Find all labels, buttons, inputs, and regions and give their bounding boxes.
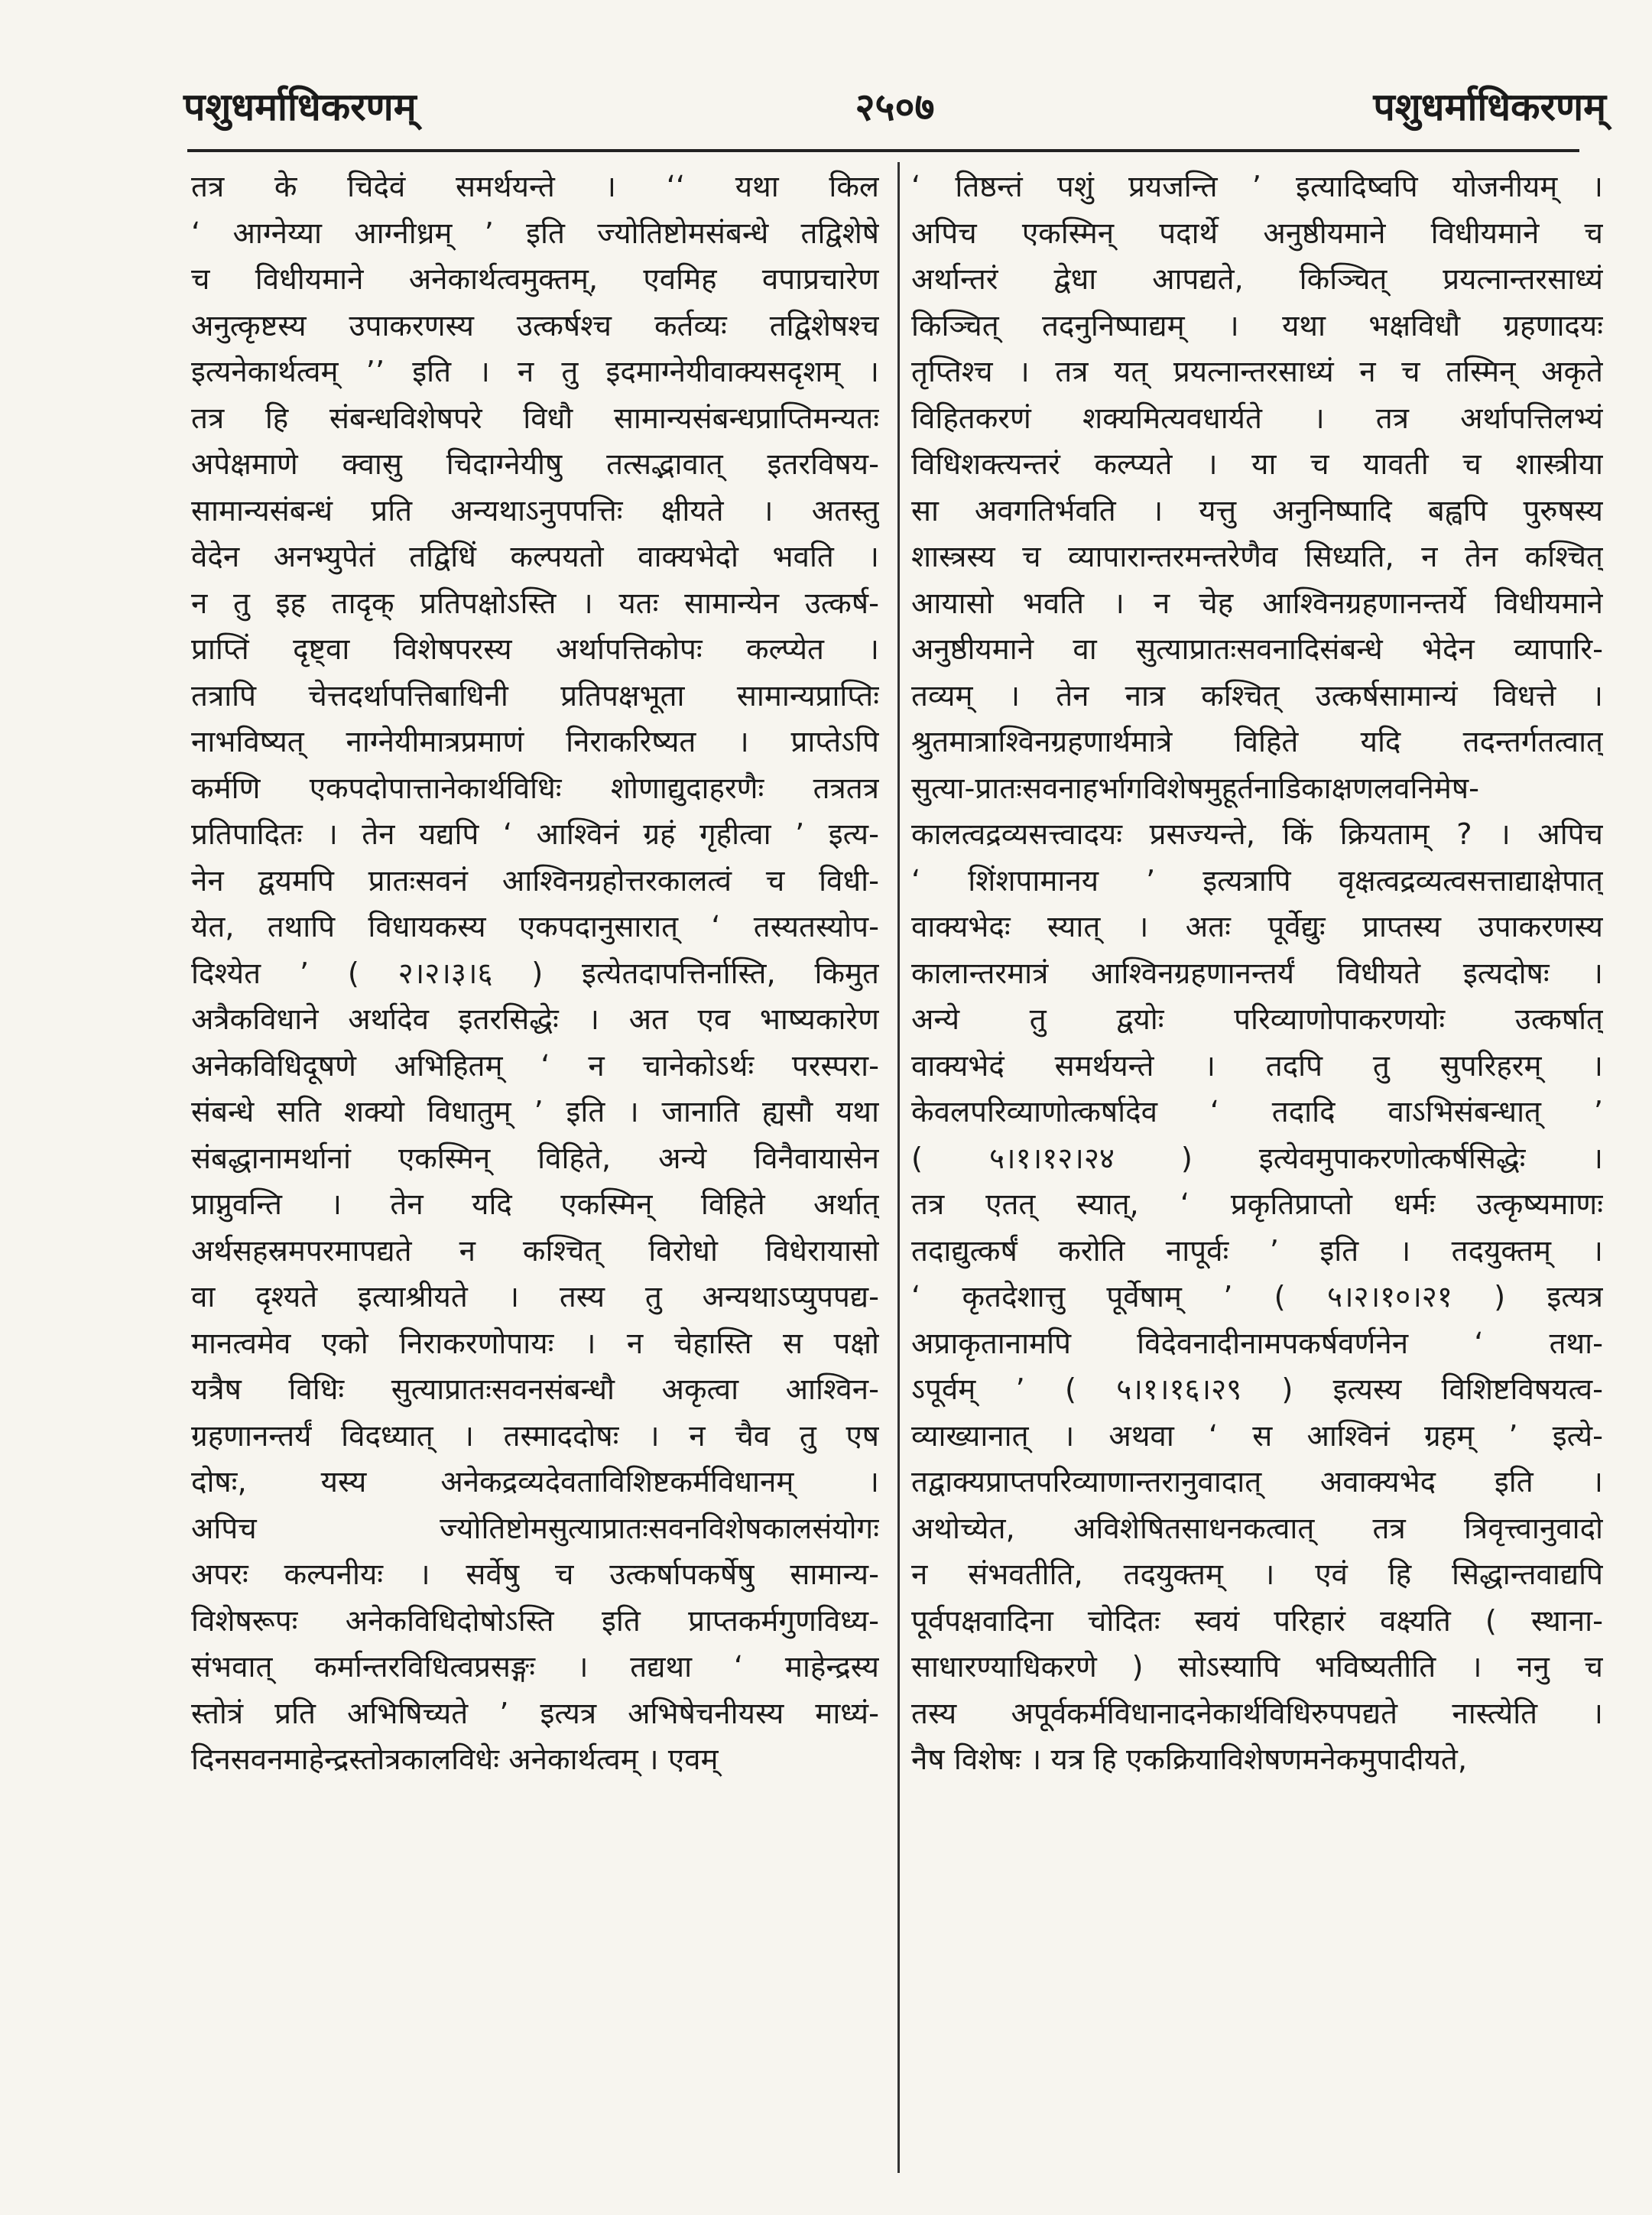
text-line: वा दृश्यते इत्याश्रीयते । तस्य तु अन्यथाऽप्युपपद्य- (191, 1280, 879, 1314)
text-line: इत्यनेकार्थत्वम् ’’ इति । न तु इदमाग्नेयीवाक्यसदृशम् । (191, 355, 879, 389)
text-line: च विधीयमाने अनेकार्थत्वमुक्तम्, एवमिह वपाप्रचारेण (191, 262, 879, 297)
header-rule (187, 149, 1579, 152)
text-line: अनुष्ठीयमाने वा सुत्याप्रातःसवनादिसंबन्धे भेदेन व्यापारि- (911, 632, 1603, 667)
text-line: तदाद्युत्कर्षं करोति नापूर्वः ’ इति । तदयुक्तम् । (911, 1233, 1603, 1268)
text-line: नैष विशेषः । यत्र हि एकक्रियाविशेषणमनेकमुपादीयते, (911, 1742, 1468, 1777)
header-left-title: पशुधर्माधिकरणम् (183, 85, 417, 129)
text-line: अर्थसहस्रमपरमापद्यते न कश्चित् विरोधो विधेरायासो (191, 1233, 879, 1268)
text-line: अपिच एकस्मिन् पदार्थे अनुष्ठीयमाने विधीयमाने च (911, 216, 1603, 251)
text-line: कालत्वद्रव्यसत्त्वादयः प्रसज्यन्ते, किं क्रियताम् ? । अपिच (911, 817, 1603, 852)
header-right-title: पशुधर्माधिकरणम् (1373, 85, 1606, 129)
text-line: अनेकविधिदूषणे अभिहितम् ‘ न चानेकोऽर्थः परस्परा- (191, 1048, 879, 1083)
page-number: २५०७ (855, 85, 935, 129)
text-line: साधारण्याधिकरणे ) सोऽस्यापि भविष्यतीति । ननु च (911, 1650, 1603, 1684)
text-line: तत्र के चिदेवं समर्थयन्ते । ‘‘ यथा किल (191, 170, 879, 204)
text-line: ( ५।१।१२।२४ ) इत्येवमुपाकरणोत्कर्षसिद्धेः । (911, 1141, 1603, 1176)
text-line: अपेक्षमाणे क्वासु चिदाग्नेयीषु तत्सद्भावात् इतरविषय- (191, 447, 879, 482)
text-line: मानत्वमेव एको निराकरणोपायः । न चेहास्ति स पक्षो (191, 1326, 879, 1361)
text-line: ‘ शिंशपामानय ’ इत्यत्रापि वृक्षत्वद्रव्यत्वसत्ताद्याक्षेपात् (911, 863, 1603, 898)
text-line: ‘ तिष्ठन्तं पशुं प्रयजन्ति ’ इत्यादिष्वपि योजनीयम् । (911, 170, 1603, 204)
text-line: येत, तथापि विधायकस्य एकपदानुसारात् ‘ तस्यतस्योप- (191, 910, 879, 944)
text-line: विधिशक्त्यन्तरं कल्प्यते । या च यावती च शास्त्रीया (911, 447, 1603, 482)
text-line: ‘ कृतदेशात्तु पूर्वेषाम् ’ ( ५।२।१०।२१ ) इत्यत्र (911, 1280, 1603, 1314)
column-divider (897, 162, 900, 2173)
text-line: पूर्वपक्षवादिना चोदितः स्वयं परिहारं वक्ष्यति ( स्थाना- (911, 1603, 1603, 1639)
text-line: नेन द्वयमपि प्रातःसवनं आश्विनग्रहोत्तरकालत्वं च विधी- (191, 863, 879, 898)
text-line: श्रुतमात्राश्विनग्रहणार्थमात्रे विहिते यदि तदन्तर्गतत्वात् (911, 725, 1603, 759)
text-line: दोषः, यस्य अनेकद्रव्यदेवताविशिष्टकर्मविधानम् । (191, 1465, 879, 1499)
text-line: कालान्तरमात्रं आश्विनग्रहणानन्तर्यं विधीयते इत्यदोषः । (911, 956, 1603, 991)
text-line: प्राप्तिं दृष्ट्वा विशेषपरस्य अर्थापत्तिकोपः कल्प्येत । (191, 632, 879, 667)
text-line: अन्ये तु द्वयोः परिव्याणोपाकरणयोः उत्कर्षात् (911, 1002, 1603, 1037)
text-line: केवलपरिव्याणोत्कर्षादेव ‘ तदादि वाऽभिसंबन्धात् ’ (911, 1095, 1603, 1129)
text-line: न तु इह तादृक् प्रतिपक्षोऽस्ति । यतः सामान्येन उत्कर्ष- (191, 586, 879, 621)
text-line: शास्त्रस्य च व्यापारान्तरमन्तरेणैव सिध्यति, न तेन कश्चित् (911, 540, 1603, 574)
text-line: तत्रापि चेत्तदर्थापत्तिबाधिनी प्रतिपक्षभूता सामान्यप्राप्तिः (191, 678, 879, 713)
left-column (191, 164, 879, 1784)
text-line: प्राप्नुवन्ति । तेन यदि एकस्मिन् विहिते अर्थात् (191, 1187, 879, 1222)
text-line: सामान्यसंबन्धं प्रति अन्यथाऽनुपपत्तिः क्षीयते । अतस्तु (191, 493, 879, 528)
text-line: वाक्यभेदः स्यात् । अतः पूर्वेद्युः प्राप्तस्य उपाकरणस्य (911, 910, 1603, 944)
running-header (183, 73, 1606, 141)
right-column (911, 164, 1603, 1784)
text-line: ऽपूर्वम् ’ ( ५।१।१६।२९ ) इत्यस्य विशिष्टविषयत्व- (911, 1372, 1603, 1407)
text-line: अप्राकृतानामपि विदेवनादीनामपकर्षवर्णनेन ‘ तथा- (911, 1326, 1603, 1361)
text-line: ग्रहणानन्तर्यं विदध्यात् । तस्माददोषः । न चैव तु एष (191, 1418, 879, 1453)
text-line: तत्र हि संबन्धविशेषपरे विधौ सामान्यसंबन्धप्राप्तिमन्यतः (191, 401, 879, 436)
text-line: सा अवगतिर्भवति । यत्तु अनुनिष्पादि बह्वपि पुरुषस्य (911, 493, 1603, 528)
text-line: तृप्तिश्च । तत्र यत् प्रयत्नान्तरसाध्यं न च तस्मिन् अकृते (911, 355, 1603, 389)
text-line: दिनसवनमाहेन्द्रस्तोत्रकालविधेः अनेकार्थत्वम् । एवम् (191, 1742, 719, 1777)
text-line: संबन्धे सति शक्यो विधातुम् ’ इति । जानाति ह्यसौ यथा (191, 1095, 879, 1129)
text-line: प्रतिपादितः । तेन यद्यपि ‘ आश्विनं ग्रहं गृहीत्वा ’ इत्य- (191, 817, 879, 852)
text-line: विशेषरूपः अनेकविधिदोषोऽस्ति इति प्राप्तकर्मगुणविध्य- (191, 1603, 879, 1639)
text-line: अपरः कल्पनीयः । सर्वेषु च उत्कर्षापकर्षेषु सामान्य- (191, 1557, 879, 1592)
text-line: तव्यम् । तेन नात्र कश्चित् उत्कर्षसामान्यं विधत्ते । (911, 678, 1603, 713)
text-line: अनुत्कृष्टस्य उपाकरणस्य उत्कर्षश्च कर्तव्यः तद्विशेषश्च (191, 308, 879, 343)
text-line: विहितकरणं शक्यमित्यवधार्यते । तत्र अर्थापत्तिलभ्यं (911, 401, 1603, 436)
text-line: अथोच्येत, अविशेषितसाधनकत्वात् तत्र त्रिवृत्त्वानुवादो (911, 1511, 1603, 1546)
text-line: तद्वाक्यप्राप्तपरिव्याणान्तरानुवादात् अवाक्यभेद इति । (911, 1465, 1603, 1499)
text-line: संबद्धानामर्थानां एकस्मिन् विहिते, अन्ये विनैवायासेन (191, 1141, 879, 1176)
text-line: अत्रैकविधाने अर्थादेव इतरसिद्धेः । अत एव भाष्यकारेण (191, 1002, 879, 1037)
text-line: तस्य अपूर्वकर्मविधानादनेकार्थविधिरुपपद्यते नास्त्येति । (911, 1696, 1603, 1731)
text-line: व्याख्यानात् । अथवा ‘ स आश्विनं ग्रहम् ’ इत्ये- (911, 1418, 1603, 1453)
text-line: स्तोत्रं प्रति अभिषिच्यते ’ इत्यत्र अभिषेचनीयस्य माध्यं- (191, 1696, 879, 1731)
text-line: सुत्या-प्रातःसवनाहर्भागविशेषमुहूर्तनाडिकाक्षणलवनिमेष- (911, 771, 1480, 806)
text-line: न संभवतीति, तदयुक्तम् । एवं हि सिद्धान्तवाद्यपि (911, 1557, 1603, 1592)
text-line: वाक्यभेदं समर्थयन्ते । तदपि तु सुपरिहरम् । (911, 1048, 1603, 1083)
text-line: दिश्येत ’ ( २।२।३।६ ) इत्येतदापत्तिर्नास्ति, किमुत (191, 956, 879, 991)
text-line: नाभविष्यत् नाग्नेयीमात्रप्रमाणं निराकरिष्यत । प्राप्तेऽपि (191, 725, 879, 759)
text-line: किञ्चित् तदनुनिष्पाद्यम् । यथा भक्षविधौ ग्रहणादयः (911, 308, 1603, 343)
text-line: ‘ आग्नेय्या आग्नीध्रम् ’ इति ज्योतिष्टोमसंबन्धे तद्विशेषे (191, 216, 879, 251)
text-line: कर्मणि एकपदोपात्तानेकार्थविधिः शोणाद्युदाहरणैः तत्रतत्र (191, 771, 879, 806)
text-line: अर्थान्तरं द्वेधा आपद्यते, किञ्चित् प्रयत्नान्तरसाध्यं (911, 262, 1603, 297)
text-line: संभवात् कर्मान्तरविधित्वप्रसङ्गः । तद्यथा ‘ माहेन्द्रस्य (191, 1650, 879, 1684)
text-line: अपिच ज्योतिष्टोमसुत्याप्रातःसवनविशेषकालसंयोगः (191, 1511, 879, 1546)
text-line: यत्रैष विधिः सुत्याप्रातःसवनसंबन्धौ अकृत्वा आश्विन- (191, 1372, 879, 1407)
text-line: तत्र एतत् स्यात्, ‘ प्रकृतिप्राप्तो धर्मः उत्कृष्यमाणः (911, 1187, 1603, 1222)
text-line: वेदेन अनभ्युपेतं तद्विधिं कल्पयतो वाक्यभेदो भवति । (191, 540, 879, 574)
text-line: आयासो भवति । न चेह आश्विनग्रहणानन्तर्ये विधीयमाने (911, 586, 1603, 621)
